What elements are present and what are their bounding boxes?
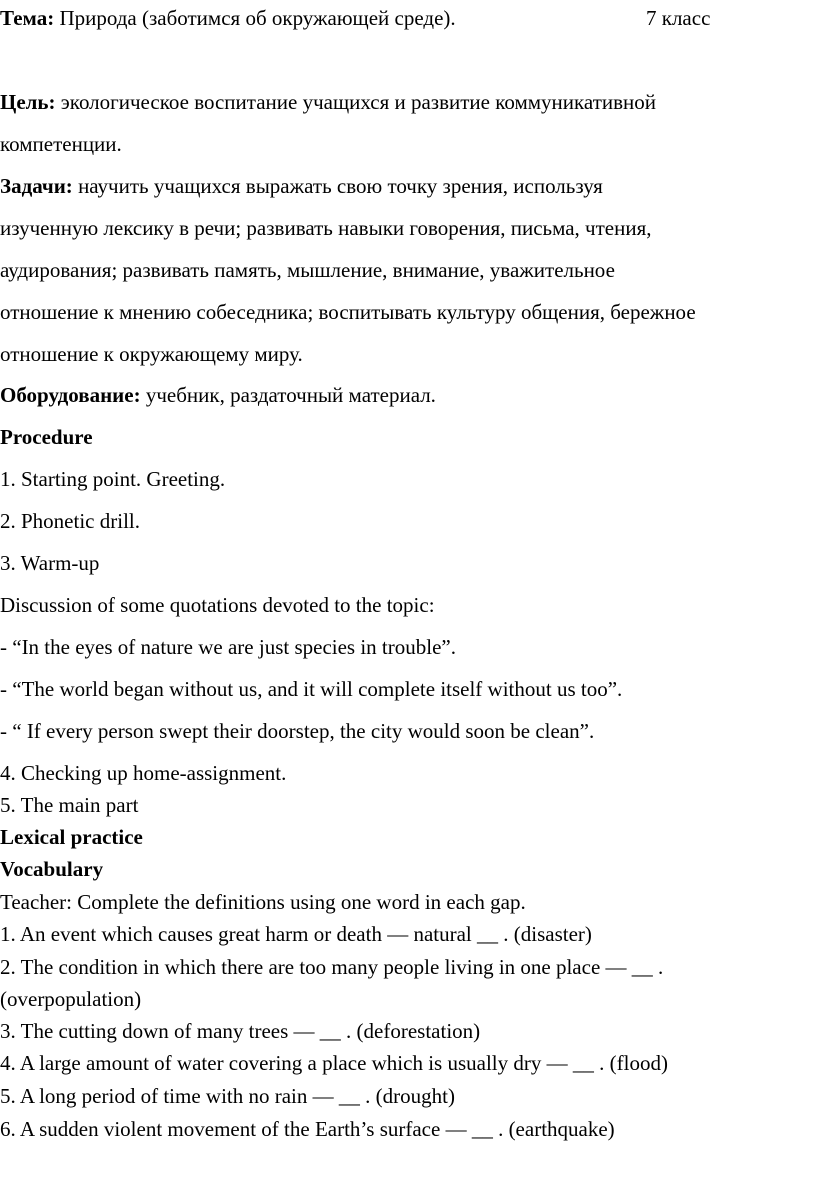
- vocabulary-heading: Vocabulary: [0, 857, 104, 881]
- goal-line-2: компетенции.: [0, 132, 122, 156]
- quote-2: - “The world began without us, and it will complete itself without us too”.: [0, 677, 623, 701]
- definition-2: 2. The condition in which there are too many people living in one place — __ .: [0, 955, 664, 979]
- goal-text: экологическое воспитание учащихся и развитие коммуникативной: [60, 90, 657, 114]
- definition-1: 1. An event which causes great harm or death — natural __ . (disaster): [0, 922, 592, 946]
- tasks-label: Задачи:: [0, 174, 73, 198]
- tasks-text: научить учащихся выражать свою точку зрения, используя: [78, 174, 603, 198]
- definition-5: 5. A long period of time with no rain — __ . (drought): [0, 1084, 455, 1108]
- tasks-line-5: отношение к окружающему миру.: [0, 342, 303, 366]
- definition-6: 6. A sudden violent movement of the Earth’s surface — __ . (earthquake): [0, 1117, 615, 1141]
- step-2: 2. Phonetic drill.: [0, 509, 140, 533]
- step-1: 1. Starting point. Greeting.: [0, 467, 226, 491]
- equipment-text: учебник, раздаточный материал.: [145, 383, 436, 407]
- step-5: 5. The main part: [0, 793, 139, 817]
- tasks-line-2: изученную лексику в речи; развивать навыки говорения, письма, чтения,: [0, 216, 652, 240]
- teacher-instruction: Teacher: Complete the definitions using one word in each gap.: [0, 890, 526, 914]
- tasks-line-1: [0, 174, 603, 198]
- discussion-intro: Discussion of some quotations devoted to the topic:: [0, 593, 435, 617]
- equipment-line: [0, 383, 436, 407]
- step-3: 3. Warm-up: [0, 551, 100, 575]
- topic-text: Природа (заботимся об окружающей среде).: [59, 6, 456, 30]
- step-4: 4. Checking up home-assignment.: [0, 761, 287, 785]
- topic-label: Тема:: [0, 6, 55, 30]
- tasks-line-4: отношение к мнению собеседника; воспитывать культуру общения, бережное: [0, 300, 696, 324]
- equipment-label: Оборудование:: [0, 383, 141, 407]
- definition-2-answer: (overpopulation): [0, 987, 142, 1011]
- quote-3: - “ If every person swept their doorstep, the city would soon be clean”.: [0, 719, 595, 743]
- topic-line: [0, 6, 456, 30]
- grade-label: 7 класс: [646, 6, 711, 30]
- goal-label: Цель:: [0, 90, 56, 114]
- tasks-line-3: аудирования; развивать память, мышление, внимание, уважительное: [0, 258, 615, 282]
- lexical-heading: Lexical practice: [0, 825, 143, 849]
- definition-3: 3. The cutting down of many trees — __ . (deforestation): [0, 1019, 481, 1043]
- definition-4: 4. A large amount of water covering a place which is usually dry — __ . (flood): [0, 1051, 668, 1075]
- quote-1: - “In the eyes of nature we are just species in trouble”.: [0, 635, 456, 659]
- goal-line-1: [0, 90, 656, 114]
- procedure-heading: Procedure: [0, 425, 93, 449]
